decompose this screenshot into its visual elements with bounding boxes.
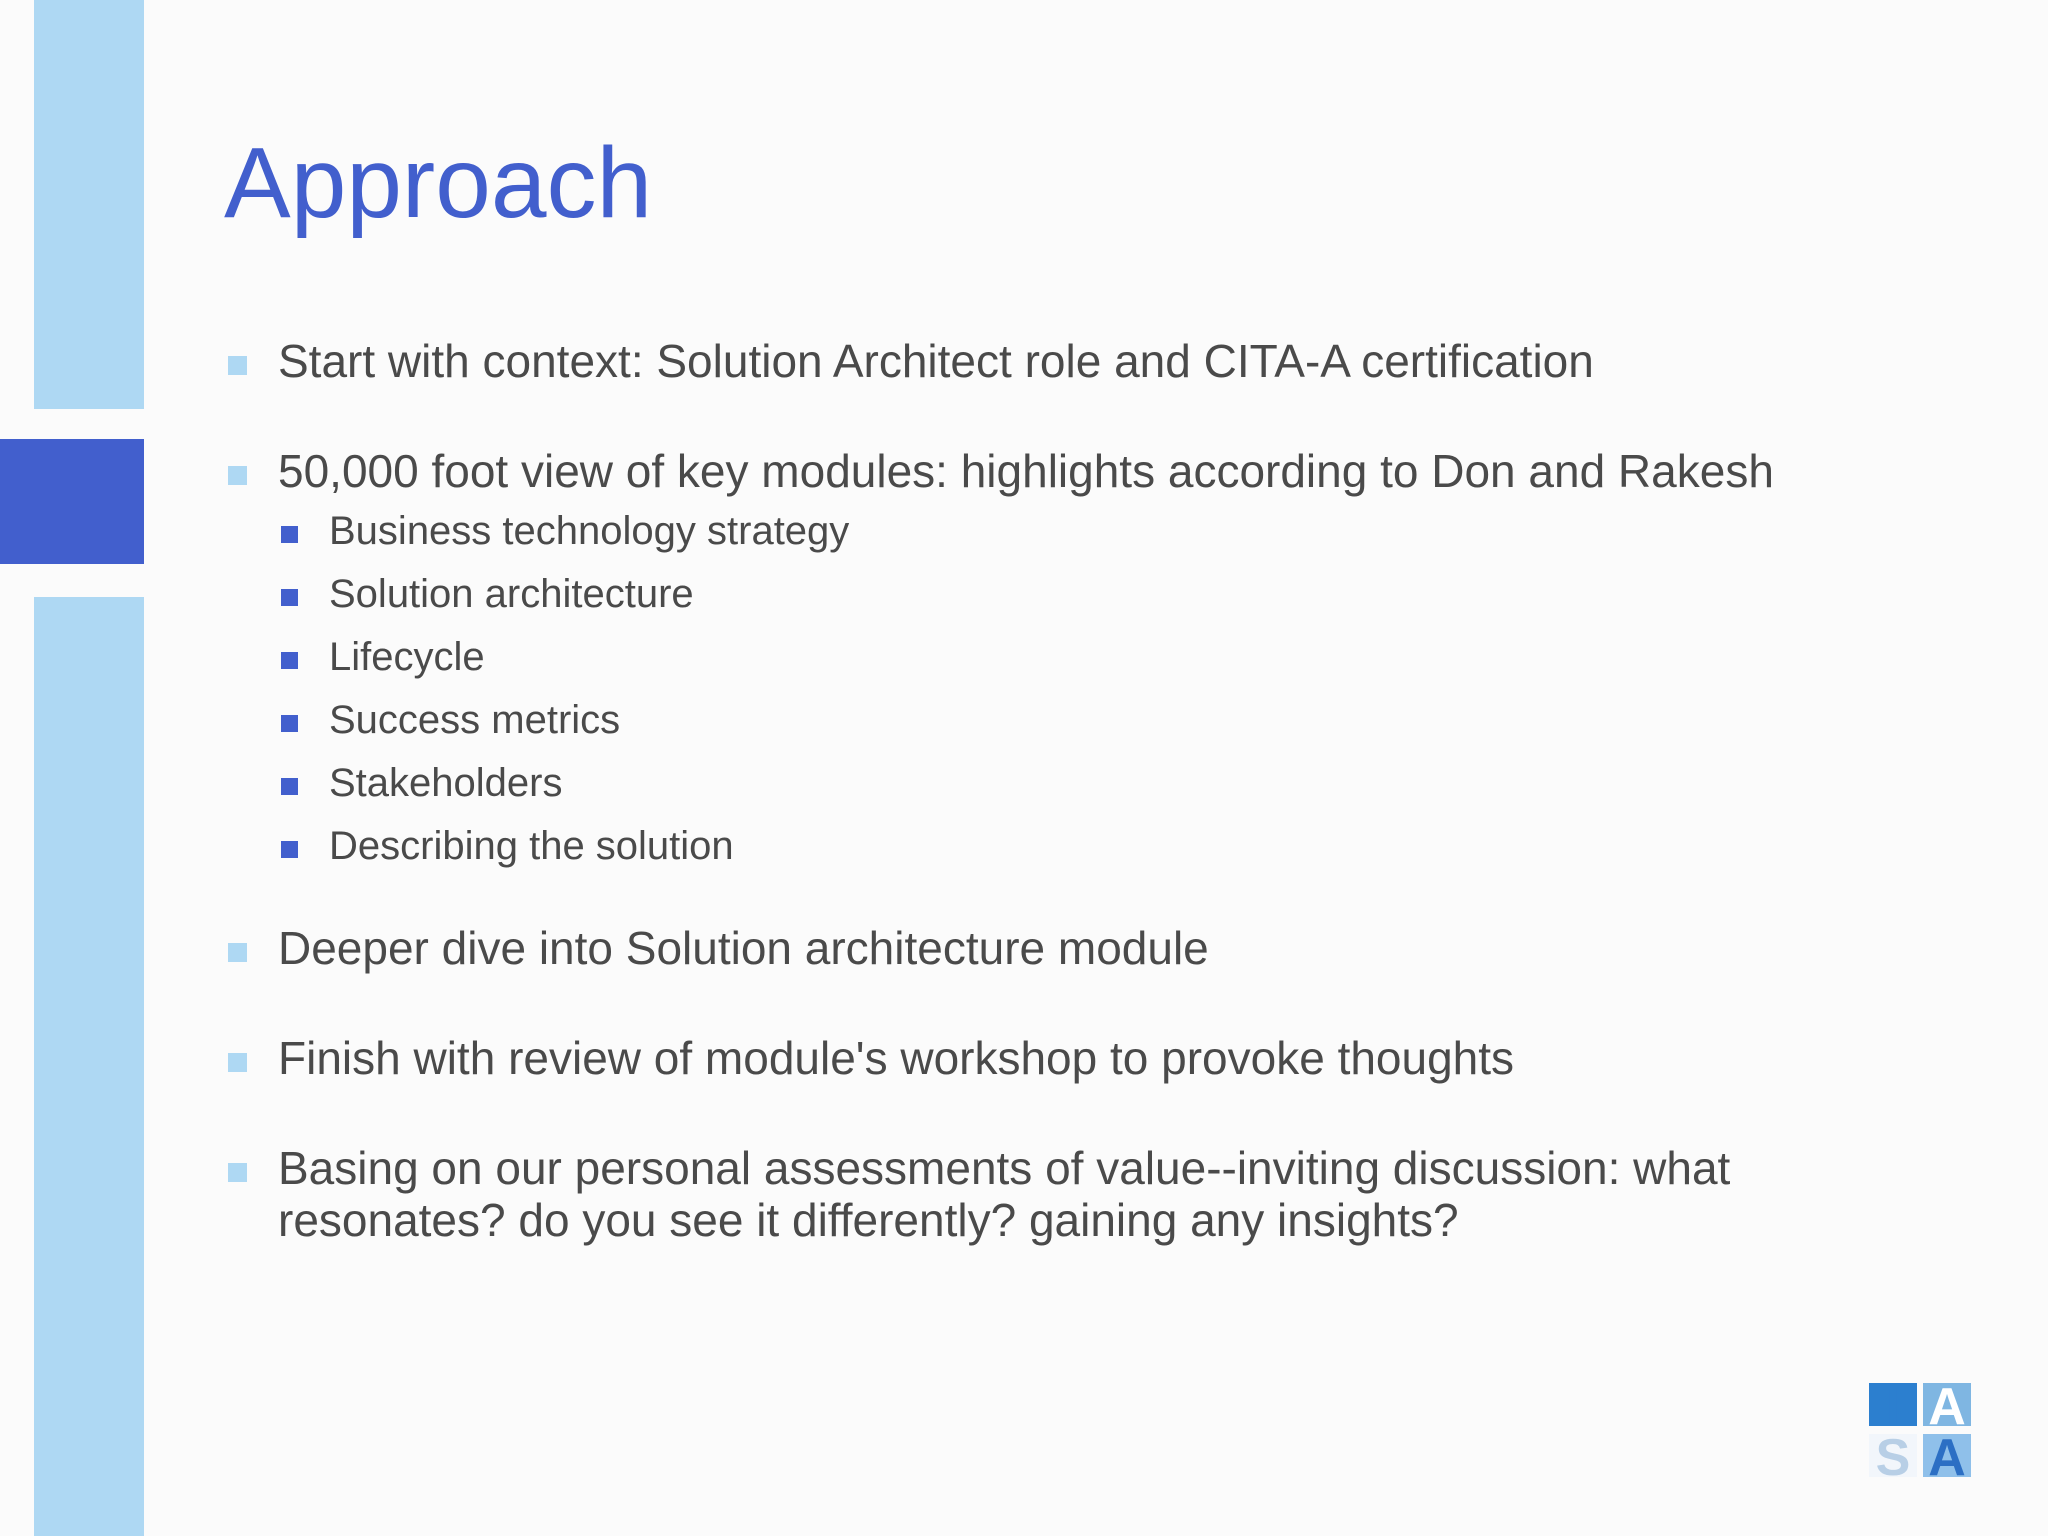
bullet-item bbox=[226, 1032, 1866, 1084]
sub-bullet-text: Business technology strategy bbox=[329, 509, 850, 553]
logo-letter-i: I bbox=[1869, 1383, 1917, 1426]
sub-bullet-text: Success metrics bbox=[329, 698, 621, 742]
square-bullet-icon bbox=[228, 943, 247, 962]
square-bullet-icon bbox=[228, 466, 247, 485]
left-decor-bar-top bbox=[34, 0, 144, 409]
bullet-item bbox=[226, 445, 1866, 497]
bullet-text: Finish with review of module's workshop to provoke thoughts bbox=[278, 1032, 1515, 1084]
logo-letter-a-top: A bbox=[1923, 1383, 1971, 1426]
bullet-text: 50,000 foot view of key modules: highlights according to Don and Rakesh bbox=[278, 445, 1774, 497]
sub-bullet-text: Stakeholders bbox=[329, 761, 563, 805]
sub-bullet-item bbox=[226, 508, 1866, 554]
square-bullet-icon bbox=[281, 715, 298, 732]
square-bullet-icon bbox=[281, 778, 298, 795]
sub-bullet-item bbox=[226, 634, 1866, 680]
bullet-item bbox=[226, 335, 1866, 387]
square-bullet-icon bbox=[281, 652, 298, 669]
bullet-text: Deeper dive into Solution architecture module bbox=[278, 922, 1209, 974]
bullet-item bbox=[226, 922, 1866, 974]
left-decor-accent-block bbox=[0, 439, 144, 564]
square-bullet-icon bbox=[281, 841, 298, 858]
bullet-item bbox=[226, 1142, 1866, 1246]
square-bullet-icon bbox=[281, 589, 298, 606]
bullet-text: Start with context: Solution Architect role and CITA-A certification bbox=[278, 335, 1594, 387]
square-bullet-icon bbox=[228, 1053, 247, 1072]
sub-bullet-item bbox=[226, 823, 1866, 869]
bullet-text: Basing on our personal assessments of value--inviting discussion: what resonates? do you see it differently? gaining any insights? bbox=[278, 1142, 1731, 1246]
logo-letter-a-bottom: A bbox=[1923, 1434, 1971, 1477]
sub-bullet-item bbox=[226, 760, 1866, 806]
sub-bullet-text: Describing the solution bbox=[329, 824, 734, 868]
sub-bullet-item bbox=[226, 571, 1866, 617]
square-bullet-icon bbox=[228, 356, 247, 375]
bullet-list bbox=[226, 335, 1866, 1246]
sub-bullet-text: Lifecycle bbox=[329, 635, 485, 679]
square-bullet-icon bbox=[281, 526, 298, 543]
iasa-logo bbox=[1866, 1380, 1978, 1482]
sub-bullet-item bbox=[226, 697, 1866, 743]
slide-title: Approach bbox=[224, 127, 653, 239]
logo-letter-s: S bbox=[1869, 1434, 1917, 1477]
left-decor-bar-bottom bbox=[34, 597, 144, 1536]
square-bullet-icon bbox=[228, 1163, 247, 1182]
sub-bullet-text: Solution architecture bbox=[329, 572, 694, 616]
